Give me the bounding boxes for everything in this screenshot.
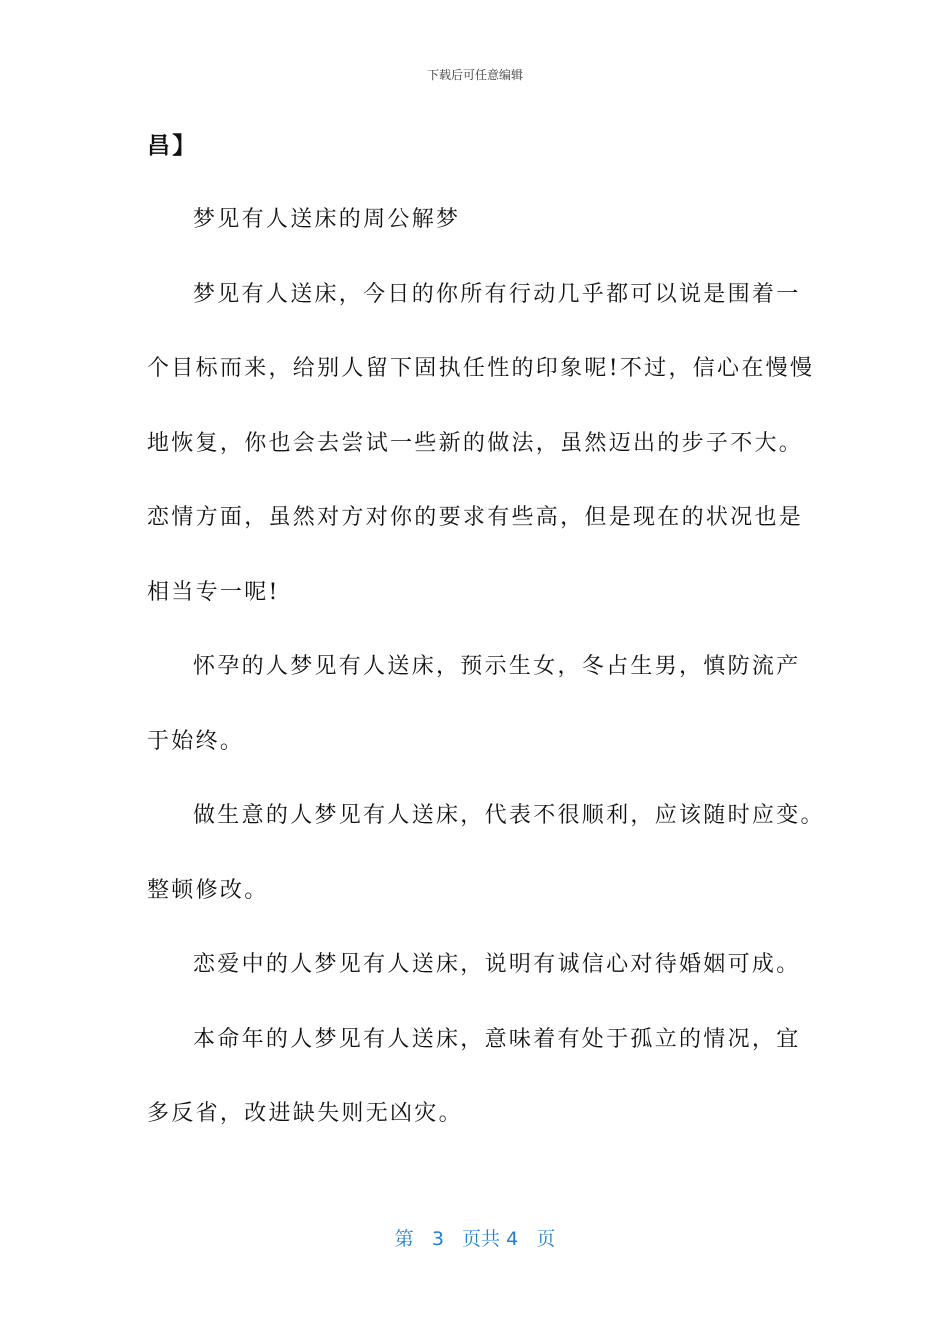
paragraph-line: 恋爱中的人梦见有人送床，说明有诚信心对待婚姻可成。 <box>193 952 801 977</box>
page-number-footer <box>0 1224 950 1251</box>
paragraph-line: 相当专一呢! <box>147 580 280 605</box>
paragraph-line: 恋情方面，虽然对方对你的要求有些高，但是现在的状况也是 <box>147 505 804 530</box>
page-header-note: 下载后可任意编辑 <box>426 68 523 82</box>
total-pages-number: 4 <box>506 1228 519 1250</box>
paragraph-line: 怀孕的人梦见有人送床，预示生女，冬占生男，慎防流产 <box>193 654 801 679</box>
paragraph-line: 整顿修改。 <box>147 878 269 903</box>
page-prefix: 第 <box>394 1228 414 1250</box>
page-mid-label: 页共 <box>462 1228 501 1250</box>
paragraph-line: 梦见有人送床，今日的你所有行动几乎都可以说是围着一 <box>193 282 801 307</box>
text-line-fragment: 昌】 <box>147 132 198 159</box>
paragraph-line: 多反省，改进缺失则无凶灾。 <box>147 1101 463 1126</box>
paragraph-line: 地恢复，你也会去尝试一些新的做法，虽然迈出的步子不大。 <box>147 431 804 456</box>
paragraph-line: 做生意的人梦见有人送床，代表不很顺利，应该随时应变。 <box>193 803 825 828</box>
paragraph-line: 个目标而来，给别人留下固执任性的印象呢!不过，信心在慢慢 <box>147 356 815 381</box>
paragraph-line: 于始终。 <box>147 729 245 754</box>
current-page-number: 3 <box>431 1228 444 1250</box>
section-heading: 梦见有人送床的周公解梦 <box>193 207 461 232</box>
page-suffix: 页 <box>536 1228 556 1250</box>
paragraph-line: 本命年的人梦见有人送床，意味着有处于孤立的情况，宜 <box>193 1027 801 1052</box>
